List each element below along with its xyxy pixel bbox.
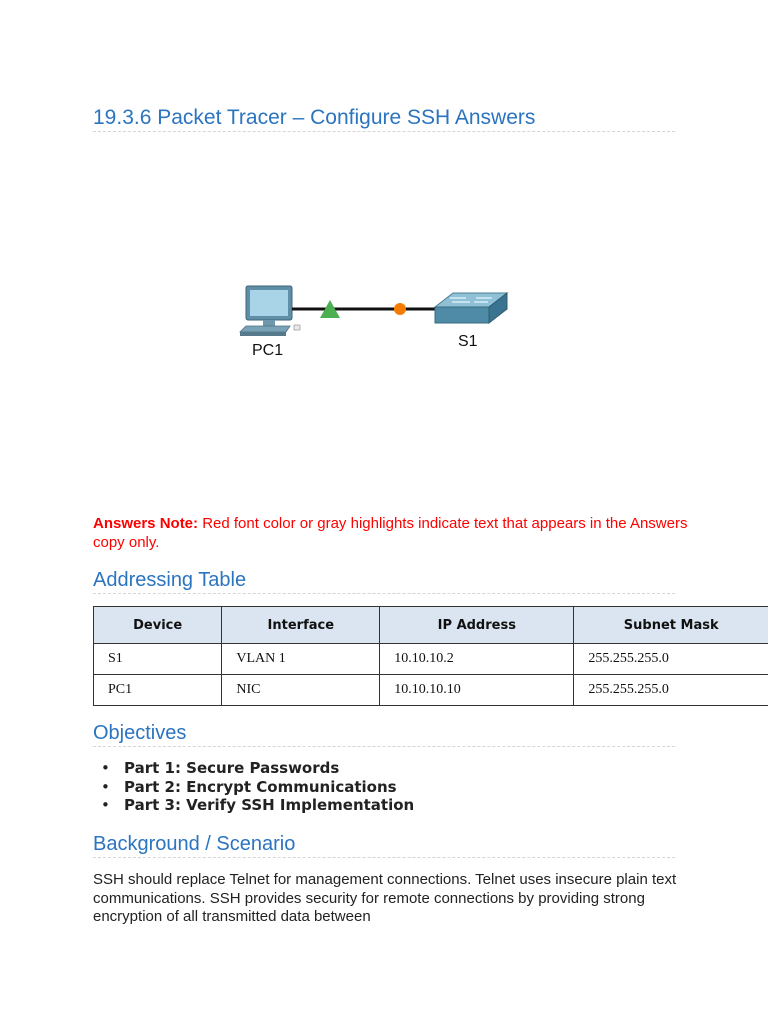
objectives-heading: Objectives — [93, 723, 675, 747]
list-item: • Part 2: Encrypt Communications — [93, 778, 414, 797]
switch-icon[interactable] — [435, 293, 507, 323]
table-cell: PC1 — [94, 675, 222, 706]
table-cell: 10.10.10.2 — [380, 644, 574, 675]
table-cell: 255.255.255.0 — [574, 675, 768, 706]
table-row — [94, 675, 768, 706]
column-header: Device — [94, 607, 222, 644]
table-header-row — [94, 607, 768, 644]
list-item: • Part 3: Verify SSH Implementation — [93, 796, 414, 815]
answers-note-label: Answers Note: — [93, 515, 199, 532]
s1-label: S1 — [458, 333, 478, 350]
pc1-label: PC1 — [252, 342, 284, 359]
addressing-table-heading: Addressing Table — [93, 570, 675, 594]
background-heading: Background / Scenario — [93, 834, 675, 858]
pc-icon[interactable] — [240, 286, 300, 336]
table-cell: 10.10.10.10 — [380, 675, 574, 706]
column-header: IP Address — [380, 607, 574, 644]
link-status-indicator — [394, 303, 406, 315]
table-row — [94, 644, 768, 675]
column-header: Subnet Mask — [574, 607, 768, 644]
objectives-list — [93, 759, 414, 815]
page-title: 19.3.6 Packet Tracer – Configure SSH Answers — [93, 107, 675, 132]
answers-note-text: Red font color or gray highlights indicate text that appears in the Answers copy only. — [93, 515, 688, 551]
column-header: Interface — [222, 607, 380, 644]
answers-note — [93, 514, 693, 552]
addressing-table — [93, 606, 768, 706]
table-cell: NIC — [222, 675, 380, 706]
list-item: • Part 1: Secure Passwords — [93, 759, 414, 778]
table-cell: 255.255.255.0 — [574, 644, 768, 675]
background-paragraph: SSH should replace Telnet for management connections. Telnet uses insecure plain text communications. SSH provides security for remote connections by providing strong encryption of all transmitted data between — [93, 871, 677, 925]
table-cell: S1 — [94, 644, 222, 675]
table-cell: VLAN 1 — [222, 644, 380, 675]
